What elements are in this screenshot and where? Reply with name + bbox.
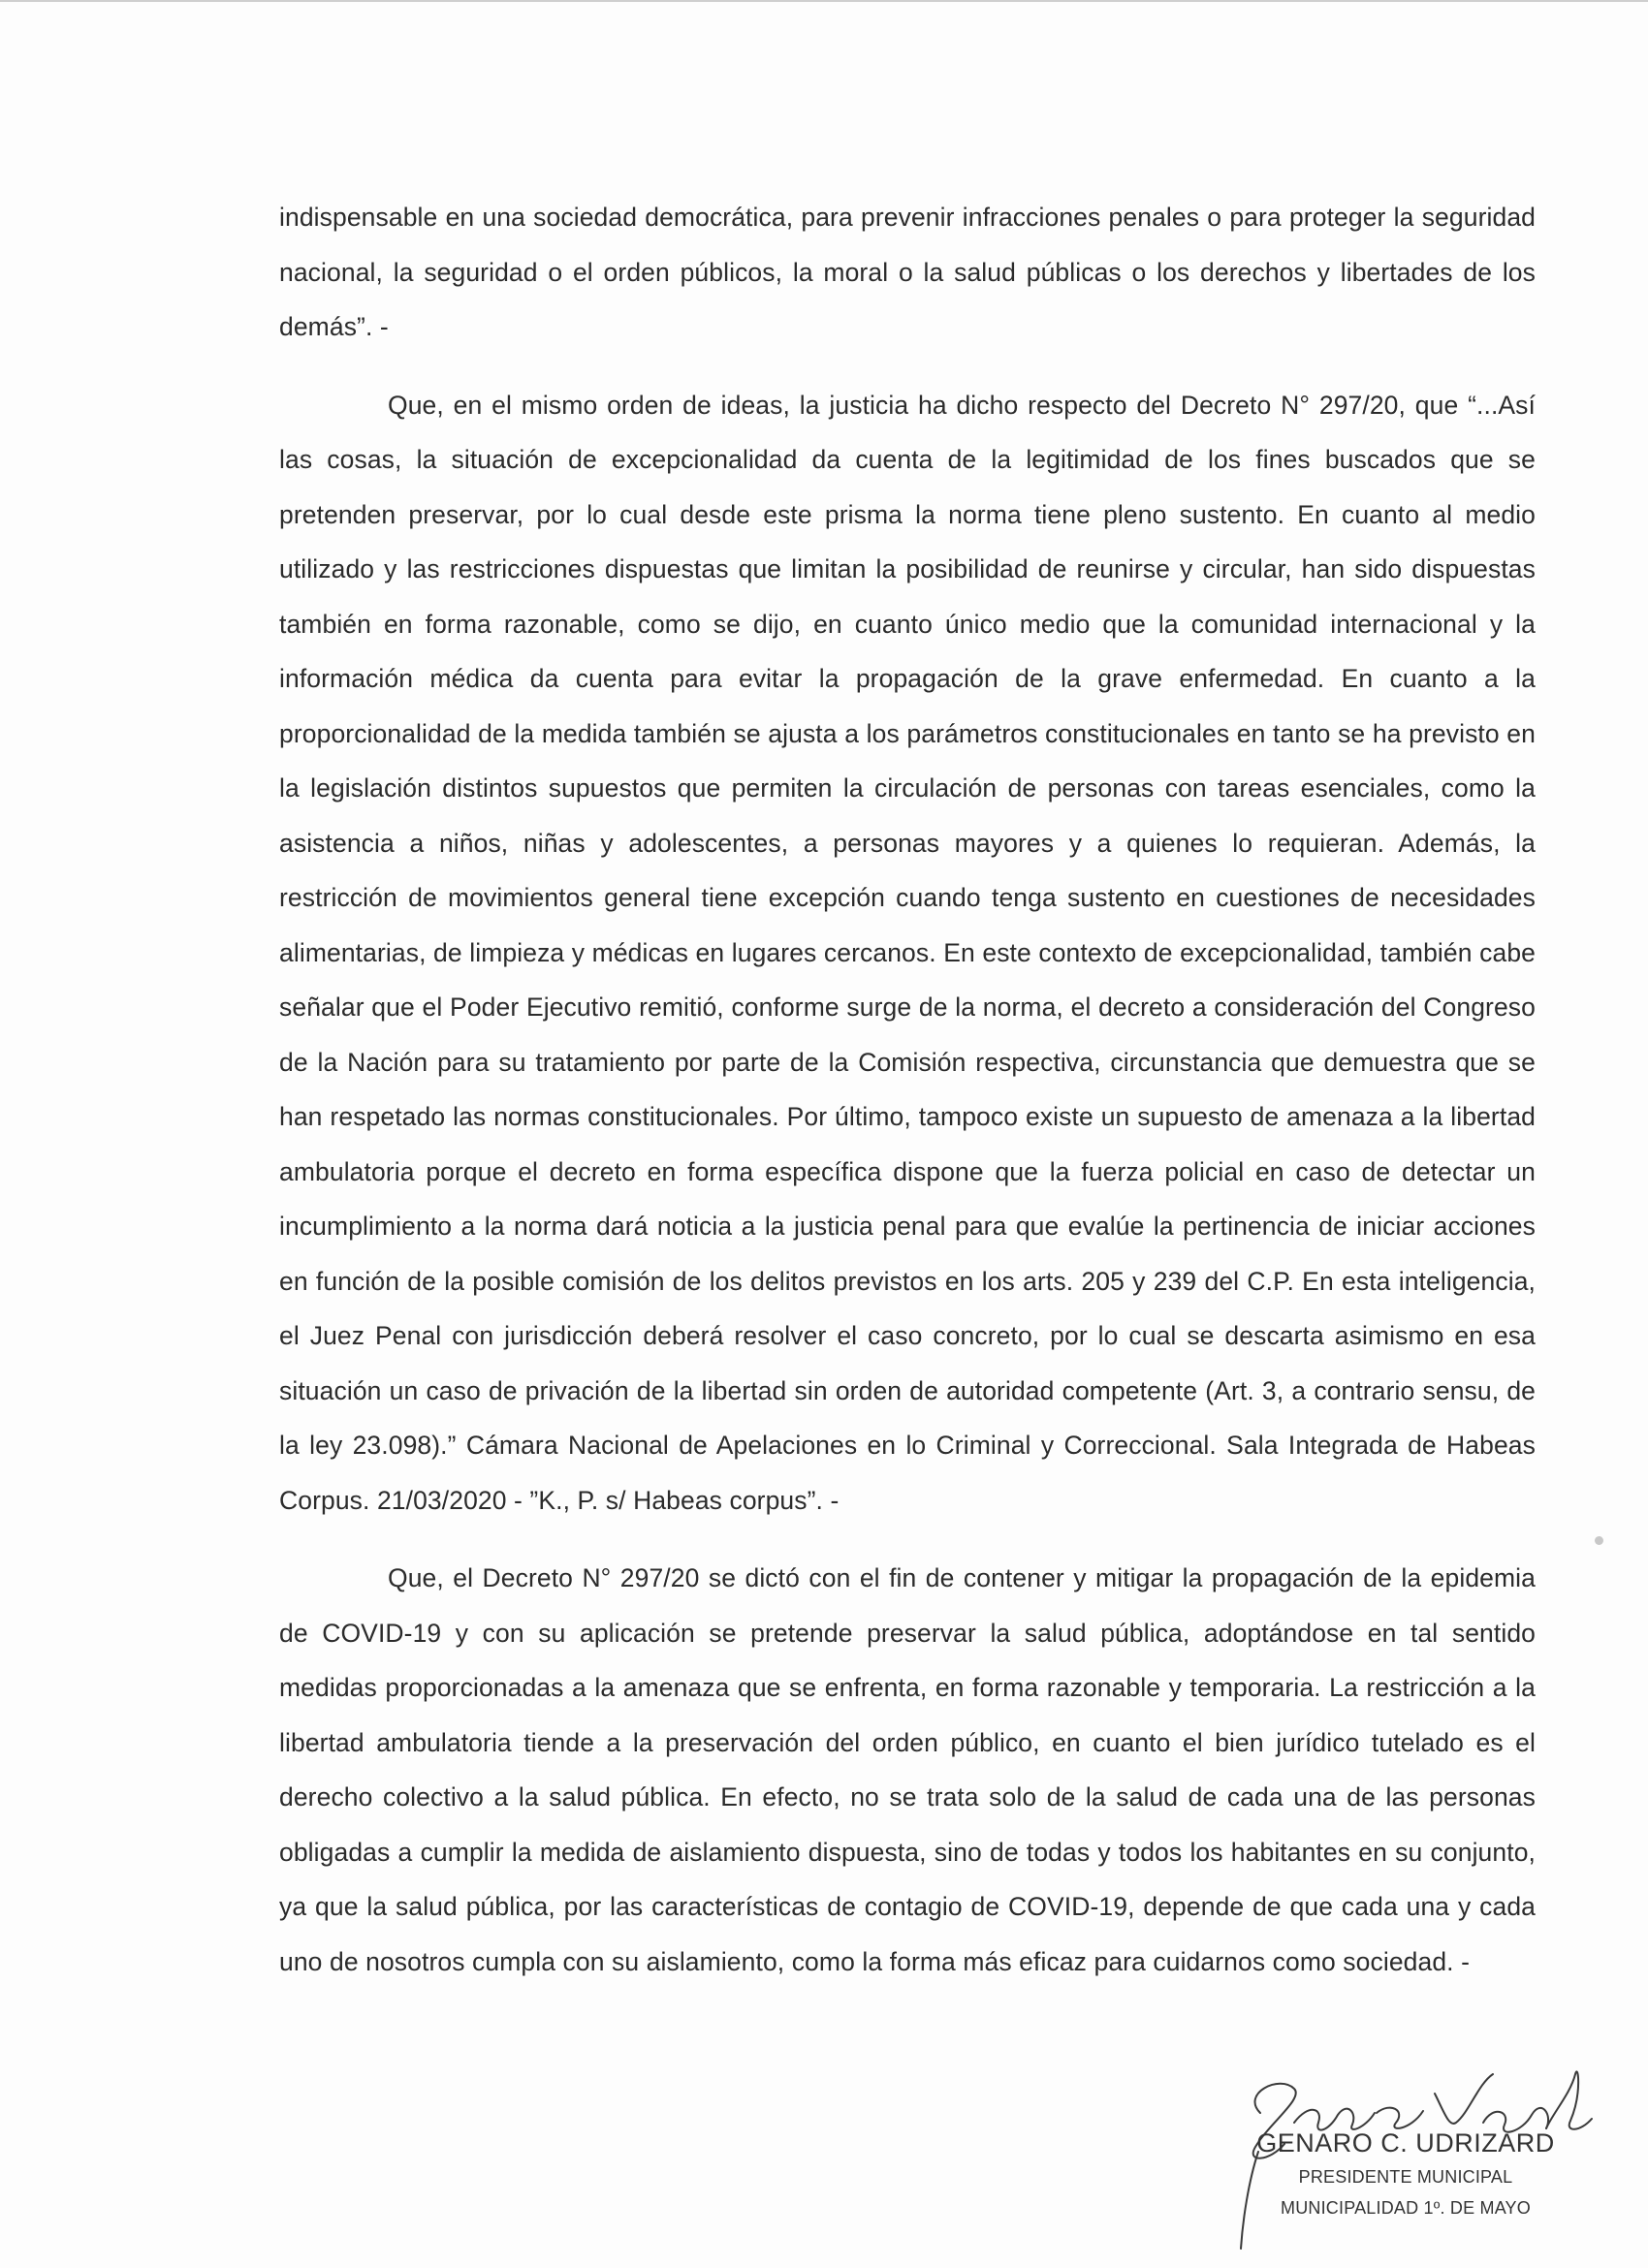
signatory-name: GENARO C. UDRIZARD bbox=[1256, 2128, 1555, 2158]
scan-speck bbox=[1595, 1536, 1603, 1545]
paragraph-jurisprudence: Que, en el mismo orden de ideas, la justicia ha dicho respecto del Decreto N° 297/20, que “...Así las cosas, la situación de excepcionalidad da cuenta de la legitimidad de los fines buscados que se pretenden preservar, por lo cual desde este prisma la norma tiene pleno sustento. En cuanto al medio utilizado y las restricciones dispuestas que limitan la posibilidad de reunirse y circular, han sido dispuestas también en forma razonable, como se dijo, en cuanto único medio que la comunidad internacional y la información médica da cuenta para evitar la propagación de la grave enfermedad. En cuanto a la proporcionalidad de la medida también se ajusta a los parámetros constitucionales en tanto se ha previsto en la legislación distintos supuestos que permiten la circulación de personas con tareas esenciales, como la asistencia a niños, niñas y adolescentes, a personas mayores y a quienes lo requieran. Además, la restricción de movimientos general tiene excepción cuando tenga sustento en cuestiones de necesidades alimentarias, de limpieza y médicas en lugares cercanos. En este contexto de excepcionalidad, también cabe señalar que el Poder Ejecutivo remitió, conforme surge de la norma, el decreto a consideración del Congreso de la Nación para su tratamiento por parte de la Comisión respectiva, circunstancia que demuestra que se han respetado las normas constitucionales. Por último, tampoco existe un supuesto de amenaza a la libertad ambulatoria porque el decreto en forma específica dispone que la fuerza policial en caso de detectar un incumplimiento a la norma dará noticia a la justicia penal para que evalúe la pertinencia de iniciar acciones en función de la posible comisión de los delitos previstos en los arts. 205 y 239 del C.P. En esta inteligencia, el Juez Penal con jurisdicción deberá resolver el caso concreto, por lo cual se descarta asimismo en esa situación un caso de privación de la libertad sin orden de autoridad competente (Art. 3, a contrario sensu, de la ley 23.098).” Cámara Nacional de Apelaciones en lo Criminal y Correccional. Sala Integrada de Habeas Corpus. 21/03/2020 - ”K., P. s/ Habeas corpus”. - bbox=[279, 390, 1536, 1515]
document-body bbox=[279, 190, 1536, 1989]
paragraph-continuation: indispensable en una sociedad democrática, para prevenir infracciones penales o para proteger la seguridad nacional, la seguridad o el orden públicos, la moral o la salud públicas o los derechos y libertades de los demás”. - bbox=[279, 203, 1536, 341]
signature-block bbox=[1202, 2055, 1609, 2268]
signatory-title: PRESIDENTE MUNICIPAL bbox=[1298, 2167, 1513, 2187]
paragraph-decree-purpose: Que, el Decreto N° 297/20 se dictó con el fin de contener y mitigar la propagación de la epidemia de COVID-19 y con su aplicación se pretende preservar la salud pública, adoptándose en tal sentido medidas proporcionadas a la amenaza que se enfrenta, en forma razonable y temporaria. La restricción a la libertad ambulatoria tiende a la preservación del orden público, en cuanto el bien jurídico tutelado es el derecho colectivo a la salud pública. En efecto, no se trata solo de la salud de cada una de las personas obligadas a cumplir la medida de aislamiento dispuesta, sino de todas y todos los habitantes en su conjunto, ya que la salud pública, por las características de contagio de COVID-19, depende de que cada una y cada uno de nosotros cumpla con su aislamiento, como la forma más eficaz para cuidarnos como sociedad. - bbox=[279, 1563, 1536, 1976]
handwritten-signature bbox=[1202, 2055, 1609, 2268]
page-top-edge bbox=[0, 0, 1648, 2]
signatory-organization: MUNICIPALIDAD 1º. DE MAYO bbox=[1281, 2198, 1531, 2218]
